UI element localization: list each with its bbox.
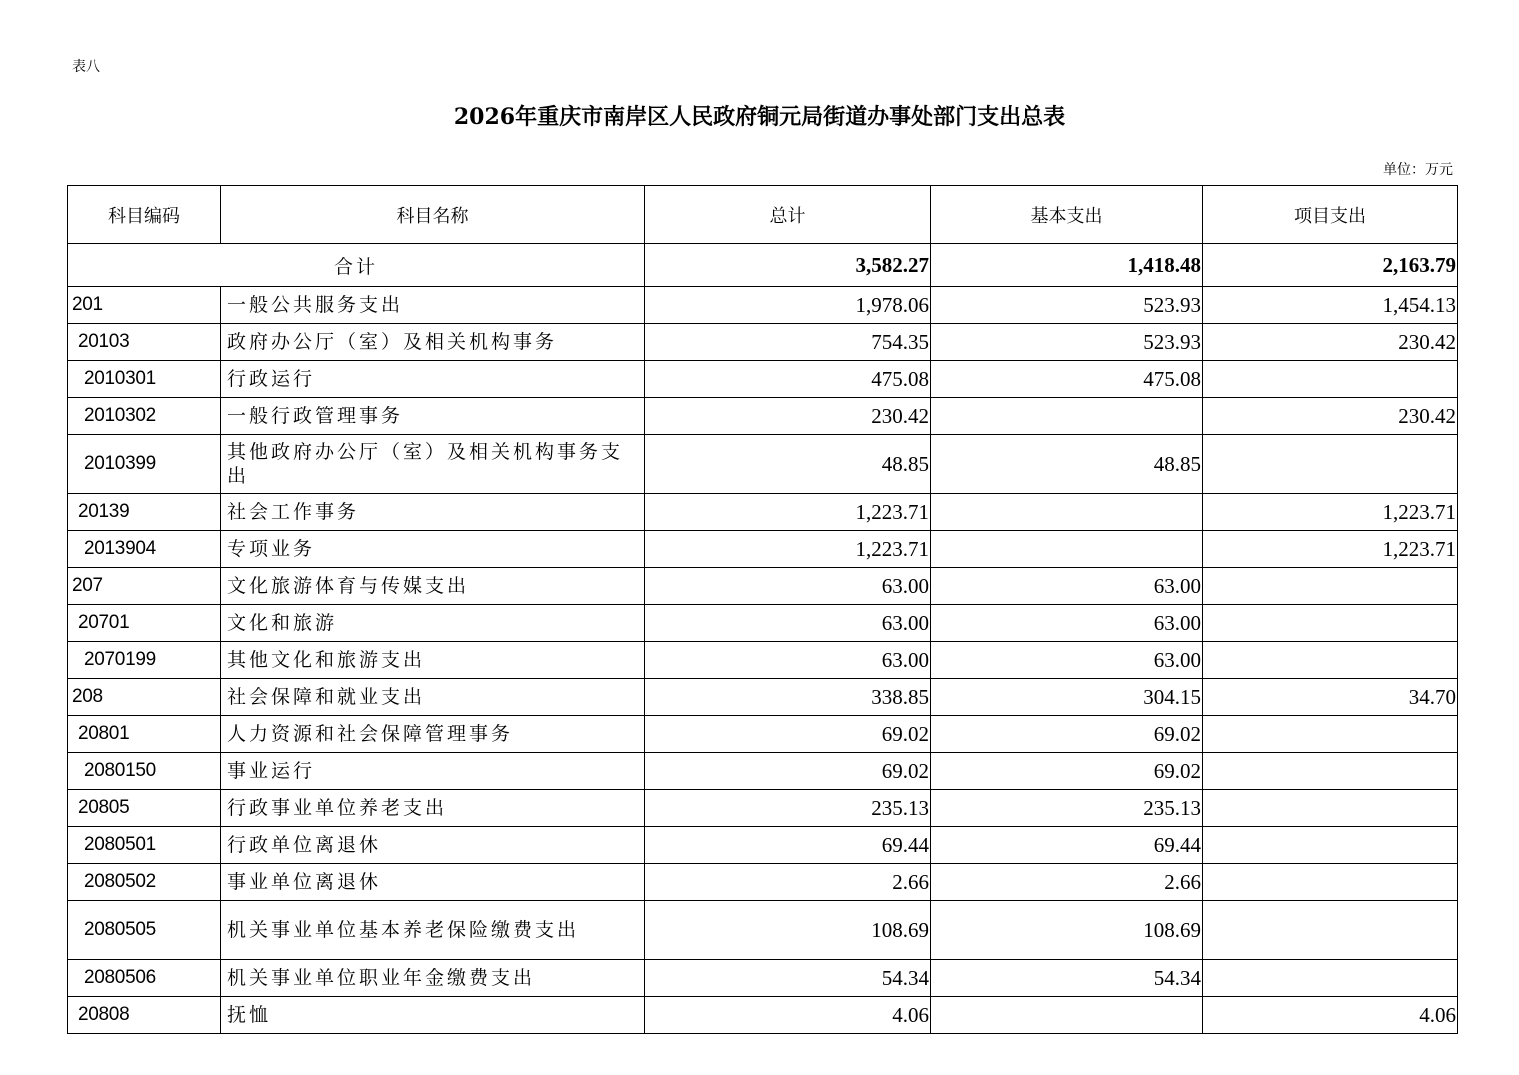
table-row	[68, 324, 1458, 361]
row-code: 2080150	[68, 753, 221, 790]
row-code: 2010399	[68, 435, 221, 494]
row-code: 207	[68, 568, 221, 605]
row-name: 行政运行	[221, 361, 645, 398]
row-name: 专项业务	[221, 531, 645, 568]
row-total: 69.02	[645, 753, 931, 790]
row-project	[1203, 642, 1458, 679]
table-row	[68, 398, 1458, 435]
table-row	[68, 790, 1458, 827]
row-project: 230.42	[1203, 398, 1458, 435]
row-code: 2080502	[68, 864, 221, 901]
row-total: 1,223.71	[645, 494, 931, 531]
row-basic: 69.02	[931, 753, 1203, 790]
row-project: 34.70	[1203, 679, 1458, 716]
row-total: 230.42	[645, 398, 931, 435]
row-basic: 2.66	[931, 864, 1203, 901]
row-code: 2080506	[68, 960, 221, 997]
row-name: 一般公共服务支出	[221, 287, 645, 324]
row-code: 2010301	[68, 361, 221, 398]
row-project: 1,223.71	[1203, 494, 1458, 531]
row-code: 20801	[68, 716, 221, 753]
total-sum: 3,582.27	[645, 244, 931, 287]
row-basic: 48.85	[931, 435, 1203, 494]
row-basic: 475.08	[931, 361, 1203, 398]
total-row	[68, 244, 1458, 287]
row-total: 475.08	[645, 361, 931, 398]
row-total: 2.66	[645, 864, 931, 901]
row-name: 行政单位离退休	[221, 827, 645, 864]
total-basic: 1,418.48	[931, 244, 1203, 287]
row-project	[1203, 568, 1458, 605]
row-name: 一般行政管理事务	[221, 398, 645, 435]
row-basic: 69.02	[931, 716, 1203, 753]
table-row	[68, 531, 1458, 568]
row-project	[1203, 605, 1458, 642]
row-name: 其他文化和旅游支出	[221, 642, 645, 679]
row-name: 抚恤	[221, 997, 645, 1034]
row-basic: 523.93	[931, 287, 1203, 324]
row-total: 69.44	[645, 827, 931, 864]
row-basic: 235.13	[931, 790, 1203, 827]
unit-label: 单位：万元	[1383, 162, 1453, 178]
row-name: 机关事业单位职业年金缴费支出	[221, 960, 645, 997]
row-total: 63.00	[645, 642, 931, 679]
row-name: 机关事业单位基本养老保险缴费支出	[221, 901, 645, 960]
row-code: 2080501	[68, 827, 221, 864]
row-project: 1,223.71	[1203, 531, 1458, 568]
row-total: 754.35	[645, 324, 931, 361]
row-basic: 69.44	[931, 827, 1203, 864]
table-row	[68, 679, 1458, 716]
row-project	[1203, 901, 1458, 960]
row-code: 20808	[68, 997, 221, 1034]
table-row	[68, 716, 1458, 753]
header-row	[68, 186, 1458, 244]
row-name: 事业单位离退休	[221, 864, 645, 901]
row-project: 230.42	[1203, 324, 1458, 361]
row-basic	[931, 494, 1203, 531]
table-row	[68, 435, 1458, 494]
row-project: 1,454.13	[1203, 287, 1458, 324]
table-row	[68, 960, 1458, 997]
row-project	[1203, 435, 1458, 494]
row-code: 2013904	[68, 531, 221, 568]
header-basic: 基本支出	[931, 186, 1203, 244]
row-total: 63.00	[645, 605, 931, 642]
row-project	[1203, 864, 1458, 901]
row-name: 文化旅游体育与传媒支出	[221, 568, 645, 605]
row-total: 108.69	[645, 901, 931, 960]
row-code: 201	[68, 287, 221, 324]
row-project	[1203, 827, 1458, 864]
row-project	[1203, 960, 1458, 997]
header-code: 科目编码	[68, 186, 221, 244]
row-basic	[931, 398, 1203, 435]
table-row	[68, 997, 1458, 1034]
row-total: 69.02	[645, 716, 931, 753]
row-code: 20103	[68, 324, 221, 361]
row-total: 338.85	[645, 679, 931, 716]
row-name: 行政事业单位养老支出	[221, 790, 645, 827]
row-total: 1,978.06	[645, 287, 931, 324]
document-title: 2026年重庆市南岸区人民政府铜元局街道办事处部门支出总表	[453, 104, 1066, 130]
row-basic: 523.93	[931, 324, 1203, 361]
row-code: 2010302	[68, 398, 221, 435]
row-code: 2070199	[68, 642, 221, 679]
row-project	[1203, 753, 1458, 790]
row-basic: 108.69	[931, 901, 1203, 960]
table-row	[68, 753, 1458, 790]
row-total: 48.85	[645, 435, 931, 494]
row-basic	[931, 997, 1203, 1034]
row-basic: 304.15	[931, 679, 1203, 716]
row-code: 208	[68, 679, 221, 716]
row-name: 政府办公厅（室）及相关机构事务	[221, 324, 645, 361]
table-row	[68, 605, 1458, 642]
header-total: 总计	[645, 186, 931, 244]
row-basic: 54.34	[931, 960, 1203, 997]
row-name: 人力资源和社会保障管理事务	[221, 716, 645, 753]
row-project	[1203, 361, 1458, 398]
row-basic	[931, 531, 1203, 568]
table-row	[68, 901, 1458, 960]
row-total: 63.00	[645, 568, 931, 605]
total-label: 合计	[68, 244, 645, 287]
table-row	[68, 287, 1458, 324]
row-basic: 63.00	[931, 642, 1203, 679]
header-name: 科目名称	[221, 186, 645, 244]
row-name: 事业运行	[221, 753, 645, 790]
row-code: 20805	[68, 790, 221, 827]
row-project	[1203, 790, 1458, 827]
row-total: 4.06	[645, 997, 931, 1034]
table-row	[68, 568, 1458, 605]
table-number: 表八	[72, 59, 100, 75]
table-row	[68, 827, 1458, 864]
row-code: 20701	[68, 605, 221, 642]
header-project: 项目支出	[1203, 186, 1458, 244]
table-row	[68, 361, 1458, 398]
row-name: 社会工作事务	[221, 494, 645, 531]
table-row	[68, 642, 1458, 679]
row-total: 235.13	[645, 790, 931, 827]
row-total: 54.34	[645, 960, 931, 997]
row-project: 4.06	[1203, 997, 1458, 1034]
row-name: 其他政府办公厅（室）及相关机构事务支出	[221, 435, 645, 494]
total-project: 2,163.79	[1203, 244, 1458, 287]
row-basic: 63.00	[931, 568, 1203, 605]
table-row	[68, 494, 1458, 531]
row-code: 2080505	[68, 901, 221, 960]
row-code: 20139	[68, 494, 221, 531]
table-row	[68, 864, 1458, 901]
row-project	[1203, 716, 1458, 753]
row-total: 1,223.71	[645, 531, 931, 568]
row-name: 文化和旅游	[221, 605, 645, 642]
row-basic: 63.00	[931, 605, 1203, 642]
expenditure-table	[67, 185, 1458, 1034]
row-name: 社会保障和就业支出	[221, 679, 645, 716]
